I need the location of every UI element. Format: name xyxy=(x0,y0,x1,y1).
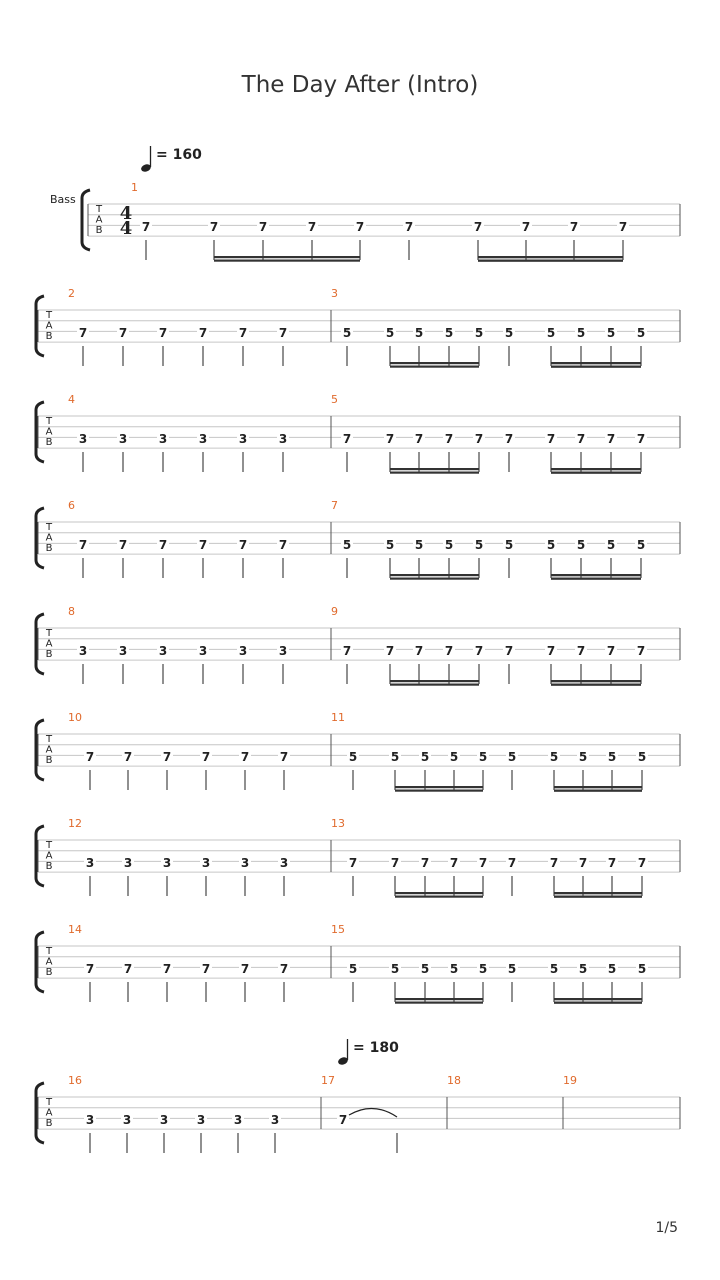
fret-number: 7 xyxy=(507,856,517,870)
fret-number: 5 xyxy=(576,326,586,340)
fret-number: 5 xyxy=(420,962,430,976)
tab-clef-letter: B xyxy=(45,649,53,660)
fret-number: 7 xyxy=(258,220,268,234)
fret-number: 5 xyxy=(546,326,556,340)
tempo-marking: = 160 xyxy=(156,147,202,163)
measure-number: 17 xyxy=(321,1074,335,1087)
fret-number: 3 xyxy=(238,432,248,446)
fret-number: 5 xyxy=(606,538,616,552)
beam xyxy=(551,366,641,368)
tab-clef-letter: T xyxy=(45,522,53,533)
tab-clef-letter: T xyxy=(45,416,53,427)
fret-number: 7 xyxy=(307,220,317,234)
system-bracket xyxy=(36,614,44,674)
fret-number: 7 xyxy=(473,220,483,234)
fret-number: 7 xyxy=(390,856,400,870)
fret-number: 7 xyxy=(348,856,358,870)
beam xyxy=(390,574,479,576)
fret-number: 5 xyxy=(576,538,586,552)
beam xyxy=(551,574,641,576)
fret-number: 7 xyxy=(158,326,168,340)
fret-number: 5 xyxy=(449,750,459,764)
fret-number: 5 xyxy=(546,538,556,552)
fret-number: 7 xyxy=(414,644,424,658)
fret-number: 7 xyxy=(546,432,556,446)
tab-clef-letter: B xyxy=(45,331,53,342)
fret-number: 7 xyxy=(162,750,172,764)
fret-number: 7 xyxy=(238,326,248,340)
beam xyxy=(478,260,623,262)
fret-number: 3 xyxy=(85,1113,95,1127)
fret-number: 7 xyxy=(355,220,365,234)
fret-number: 5 xyxy=(478,962,488,976)
fret-number: 7 xyxy=(444,644,454,658)
fret-number: 7 xyxy=(118,538,128,552)
measure-number: 18 xyxy=(447,1074,461,1087)
fret-number: 3 xyxy=(198,432,208,446)
system-bracket xyxy=(36,402,44,462)
fret-number: 3 xyxy=(201,856,211,870)
fret-number: 7 xyxy=(162,962,172,976)
fret-number: 7 xyxy=(279,750,289,764)
measure-number: 7 xyxy=(331,499,338,512)
fret-number: 3 xyxy=(162,856,172,870)
beam xyxy=(554,790,642,792)
fret-number: 5 xyxy=(385,538,395,552)
tab-clef-letter: A xyxy=(45,1107,53,1119)
fret-number: 7 xyxy=(278,326,288,340)
measure-number: 13 xyxy=(331,817,345,830)
fret-number: 7 xyxy=(478,856,488,870)
fret-number: 7 xyxy=(636,432,646,446)
instrument-name: Bass xyxy=(50,193,76,206)
tab-clef-letter: A xyxy=(45,320,53,332)
tab-clef-letter: A xyxy=(45,638,53,650)
beam xyxy=(551,472,641,474)
beam xyxy=(390,472,479,474)
fret-number: 5 xyxy=(549,750,559,764)
fret-number: 5 xyxy=(549,962,559,976)
beam xyxy=(551,362,641,364)
beam xyxy=(554,786,642,788)
system-bracket xyxy=(36,508,44,568)
fret-number: 3 xyxy=(122,1113,132,1127)
beam xyxy=(395,998,483,1000)
tab-clef-letter: T xyxy=(45,1097,53,1108)
fret-number: 7 xyxy=(240,962,250,976)
fret-number: 7 xyxy=(606,432,616,446)
fret-number: 7 xyxy=(338,1113,348,1127)
fret-number: 5 xyxy=(478,750,488,764)
tab-clef-letter: T xyxy=(45,840,53,851)
system-bracket xyxy=(36,826,44,886)
beam xyxy=(390,578,479,580)
tab-clef-letter: A xyxy=(45,426,53,438)
measure-number: 1 xyxy=(131,181,138,194)
fret-number: 3 xyxy=(238,644,248,658)
fret-number: 7 xyxy=(198,538,208,552)
fret-number: 3 xyxy=(196,1113,206,1127)
tab-clef-letter: B xyxy=(45,543,53,554)
fret-number: 5 xyxy=(390,962,400,976)
fret-number: 7 xyxy=(546,644,556,658)
tab-clef-letter: A xyxy=(45,532,53,544)
fret-number: 5 xyxy=(420,750,430,764)
fret-number: 3 xyxy=(278,432,288,446)
beam xyxy=(214,256,360,258)
fret-number: 7 xyxy=(474,432,484,446)
measure-number: 9 xyxy=(331,605,338,618)
fret-number: 7 xyxy=(414,432,424,446)
fret-number: 7 xyxy=(504,432,514,446)
tab-clef-letter: B xyxy=(45,967,53,978)
fret-number: 3 xyxy=(278,644,288,658)
fret-number: 5 xyxy=(342,538,352,552)
beam xyxy=(395,786,483,788)
beam xyxy=(554,998,642,1000)
fret-number: 7 xyxy=(385,432,395,446)
time-signature-denominator: 4 xyxy=(119,218,133,239)
measure-number: 6 xyxy=(68,499,75,512)
fret-number: 3 xyxy=(198,644,208,658)
fret-number: 3 xyxy=(158,432,168,446)
fret-number: 7 xyxy=(238,538,248,552)
fret-number: 5 xyxy=(637,962,647,976)
fret-number: 5 xyxy=(578,750,588,764)
tab-clef-letter: B xyxy=(45,755,53,766)
beam xyxy=(551,468,641,470)
system-bracket xyxy=(36,720,44,780)
fret-number: 3 xyxy=(159,1113,169,1127)
measure-number: 8 xyxy=(68,605,75,618)
fret-number: 7 xyxy=(404,220,414,234)
tie-arc xyxy=(349,1108,397,1117)
fret-number: 3 xyxy=(85,856,95,870)
fret-number: 7 xyxy=(85,962,95,976)
system-bracket xyxy=(36,296,44,356)
fret-number: 7 xyxy=(198,326,208,340)
beam xyxy=(551,684,641,686)
beam xyxy=(554,1002,642,1004)
fret-number: 7 xyxy=(618,220,628,234)
measure-number: 5 xyxy=(331,393,338,406)
fret-number: 3 xyxy=(123,856,133,870)
fret-number: 5 xyxy=(348,750,358,764)
fret-number: 7 xyxy=(474,644,484,658)
fret-number: 5 xyxy=(504,326,514,340)
fret-number: 7 xyxy=(201,750,211,764)
fret-number: 7 xyxy=(385,644,395,658)
beam xyxy=(395,892,483,894)
tab-clef-letter: B xyxy=(45,1118,53,1129)
fret-number: 5 xyxy=(636,326,646,340)
fret-number: 5 xyxy=(607,750,617,764)
fret-number: 7 xyxy=(279,962,289,976)
measure-number: 2 xyxy=(68,287,75,300)
measure-number: 12 xyxy=(68,817,82,830)
beam xyxy=(390,468,479,470)
fret-number: 7 xyxy=(278,538,288,552)
fret-number: 7 xyxy=(607,856,617,870)
fret-number: 3 xyxy=(240,856,250,870)
tab-clef-letter: A xyxy=(45,744,53,756)
beam xyxy=(390,684,479,686)
beam xyxy=(390,680,479,682)
fret-number: 3 xyxy=(279,856,289,870)
tab-clef-letter: T xyxy=(45,734,53,745)
tab-clef-letter: T xyxy=(45,310,53,321)
fret-number: 7 xyxy=(549,856,559,870)
beam xyxy=(551,680,641,682)
measure-number: 10 xyxy=(68,711,82,724)
fret-number: 5 xyxy=(637,750,647,764)
fret-number: 5 xyxy=(507,962,517,976)
fret-number: 3 xyxy=(233,1113,243,1127)
fret-number: 7 xyxy=(342,644,352,658)
fret-number: 7 xyxy=(123,750,133,764)
tab-clef-letter: A xyxy=(95,214,103,226)
fret-number: 3 xyxy=(118,644,128,658)
tab-clef-letter: A xyxy=(45,956,53,968)
time-signature-numerator: 4 xyxy=(119,203,133,224)
measure-number: 19 xyxy=(563,1074,577,1087)
fret-number: 3 xyxy=(118,432,128,446)
tab-clef-letter: B xyxy=(45,861,53,872)
page-number: 1/5 xyxy=(655,1220,678,1236)
fret-number: 7 xyxy=(78,538,88,552)
beam xyxy=(390,366,479,368)
fret-number: 7 xyxy=(201,962,211,976)
tempo-marking: = 180 xyxy=(353,1040,399,1056)
fret-number: 7 xyxy=(578,856,588,870)
beam xyxy=(395,896,483,898)
fret-number: 7 xyxy=(123,962,133,976)
fret-number: 5 xyxy=(606,326,616,340)
fret-number: 7 xyxy=(78,326,88,340)
fret-number: 5 xyxy=(414,538,424,552)
measure-number: 11 xyxy=(331,711,345,724)
fret-number: 5 xyxy=(636,538,646,552)
tab-clef-letter: A xyxy=(45,850,53,862)
measure-number: 4 xyxy=(68,393,75,406)
beam xyxy=(214,260,360,262)
beam xyxy=(554,896,642,898)
fret-number: 5 xyxy=(507,750,517,764)
tab-clef-letter: T xyxy=(45,946,53,957)
fret-number: 7 xyxy=(158,538,168,552)
fret-number: 7 xyxy=(444,432,454,446)
fret-number: 5 xyxy=(390,750,400,764)
fret-number: 7 xyxy=(606,644,616,658)
fret-number: 7 xyxy=(576,644,586,658)
fret-number: 7 xyxy=(576,432,586,446)
measure-number: 15 xyxy=(331,923,345,936)
fret-number: 7 xyxy=(342,432,352,446)
beam xyxy=(395,1002,483,1004)
fret-number: 7 xyxy=(141,220,151,234)
system-bracket xyxy=(36,932,44,992)
fret-number: 3 xyxy=(78,432,88,446)
fret-number: 5 xyxy=(449,962,459,976)
fret-number: 5 xyxy=(444,538,454,552)
fret-number: 5 xyxy=(578,962,588,976)
fret-number: 7 xyxy=(449,856,459,870)
beam xyxy=(395,790,483,792)
fret-number: 5 xyxy=(474,538,484,552)
beam xyxy=(390,362,479,364)
fret-number: 5 xyxy=(348,962,358,976)
fret-number: 7 xyxy=(637,856,647,870)
fret-number: 7 xyxy=(420,856,430,870)
fret-number: 3 xyxy=(158,644,168,658)
fret-number: 7 xyxy=(569,220,579,234)
system-bracket xyxy=(82,190,90,250)
measure-number: 14 xyxy=(68,923,82,936)
system-bracket xyxy=(36,1083,44,1143)
fret-number: 7 xyxy=(85,750,95,764)
fret-number: 5 xyxy=(444,326,454,340)
tab-clef-letter: B xyxy=(45,437,53,448)
fret-number: 7 xyxy=(118,326,128,340)
fret-number: 5 xyxy=(342,326,352,340)
fret-number: 7 xyxy=(521,220,531,234)
fret-number: 5 xyxy=(607,962,617,976)
tab-clef-letter: T xyxy=(95,204,103,215)
fret-number: 7 xyxy=(209,220,219,234)
beam xyxy=(551,578,641,580)
fret-number: 3 xyxy=(78,644,88,658)
fret-number: 3 xyxy=(270,1113,280,1127)
fret-number: 5 xyxy=(385,326,395,340)
fret-number: 5 xyxy=(504,538,514,552)
measure-number: 3 xyxy=(331,287,338,300)
fret-number: 7 xyxy=(504,644,514,658)
fret-number: 7 xyxy=(240,750,250,764)
beam xyxy=(554,892,642,894)
fret-number: 7 xyxy=(636,644,646,658)
beam xyxy=(478,256,623,258)
page-title: The Day After (Intro) xyxy=(241,72,479,98)
fret-number: 5 xyxy=(474,326,484,340)
tab-clef-letter: T xyxy=(45,628,53,639)
tab-clef-letter: B xyxy=(95,225,103,236)
measure-number: 16 xyxy=(68,1074,82,1087)
fret-number: 5 xyxy=(414,326,424,340)
